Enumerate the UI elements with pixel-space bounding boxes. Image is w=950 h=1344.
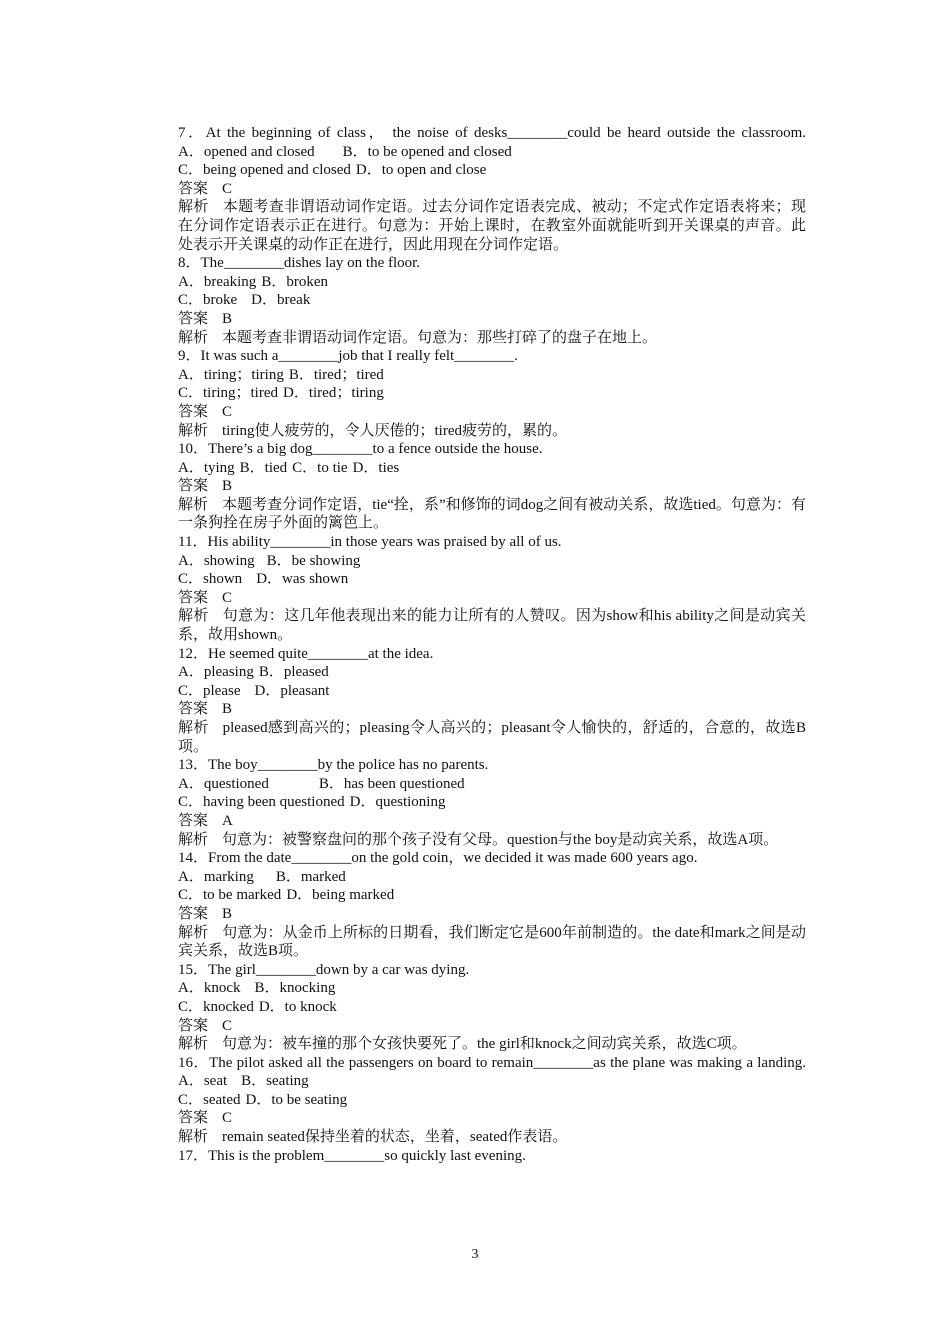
answer-label: 答案 bbox=[178, 812, 209, 829]
question-stem: 7．At the beginning of class， the noise of desks________could be heard outside the classroom. bbox=[178, 125, 806, 141]
answer-label: 答案 bbox=[178, 1017, 209, 1034]
analysis-label: 解析 bbox=[178, 329, 209, 346]
options-row bbox=[144, 868, 806, 887]
option: D．pleasant bbox=[254, 682, 330, 699]
analysis-label: 解析 bbox=[178, 422, 209, 439]
options-row bbox=[144, 775, 806, 794]
option: A．questioned bbox=[178, 775, 269, 792]
answer-label: 答案 bbox=[178, 403, 209, 420]
option: D．ties bbox=[352, 459, 400, 476]
option: B．knocking bbox=[254, 980, 336, 997]
analysis-line bbox=[144, 422, 806, 441]
question-8 bbox=[144, 254, 806, 347]
answer-value: A bbox=[222, 812, 233, 829]
analysis-label: 解析 bbox=[178, 1129, 209, 1146]
question-stem: 13．The boy________by the police has no parents. bbox=[178, 757, 489, 774]
analysis-line bbox=[144, 496, 806, 533]
options-row bbox=[144, 366, 806, 385]
answer-line bbox=[144, 310, 806, 329]
question-stem: 9．It was such a________job that I really felt________. bbox=[178, 348, 518, 365]
analysis-label: 解析 bbox=[178, 831, 209, 848]
answer-line bbox=[144, 1109, 806, 1128]
analysis-label: 解析 bbox=[178, 1036, 209, 1053]
options-row bbox=[144, 273, 806, 292]
question-10 bbox=[144, 440, 806, 533]
option: D．to knock bbox=[258, 998, 337, 1015]
answer-label: 答案 bbox=[178, 905, 209, 922]
analysis-line bbox=[144, 329, 806, 348]
option: D．was shown bbox=[256, 571, 349, 588]
option: C．shown bbox=[178, 571, 243, 588]
question-13 bbox=[144, 756, 806, 849]
answer-line bbox=[144, 180, 806, 199]
option: D．break bbox=[251, 292, 311, 309]
question-stem: 8．The________dishes lay on the floor. bbox=[178, 255, 421, 272]
question-15 bbox=[144, 961, 806, 1054]
answer-label: 答案 bbox=[178, 701, 209, 718]
options-row bbox=[144, 886, 806, 905]
option: B．seating bbox=[241, 1073, 309, 1090]
analysis-text: 句意为：被警察盘问的那个孩子没有父母。question与the boy是动宾关系，故选A项。 bbox=[222, 831, 779, 848]
answer-line bbox=[144, 905, 806, 924]
answer-line bbox=[144, 1017, 806, 1036]
answer-label: 答案 bbox=[178, 180, 209, 197]
question-7 bbox=[144, 124, 806, 254]
question-stem: 12．He seemed quite________at the idea. bbox=[178, 645, 434, 662]
analysis-line bbox=[144, 1035, 806, 1054]
options-row bbox=[144, 793, 806, 812]
option: A．showing bbox=[178, 552, 255, 569]
option: C．being opened and closed bbox=[178, 162, 351, 179]
option: A．tiring；tiring bbox=[178, 366, 284, 383]
document-body bbox=[144, 124, 806, 1165]
option: C．to tie bbox=[292, 459, 348, 476]
answer-label: 答案 bbox=[178, 589, 209, 606]
question-stem: 11．His ability________in those years was praised by all of us. bbox=[178, 534, 562, 551]
answer-value: B bbox=[222, 701, 233, 718]
option: A．pleasing bbox=[178, 664, 254, 681]
analysis-text: pleased感到高兴的；pleasing令人高兴的；pleasant令人愉快的，舒适的，合意的，故选B项。 bbox=[178, 720, 806, 755]
question-17 bbox=[144, 1147, 806, 1166]
option: B．broken bbox=[261, 273, 328, 290]
analysis-label: 解析 bbox=[178, 608, 209, 625]
option: C．knocked bbox=[178, 998, 254, 1015]
analysis-text: remain seated保持坐着的状态，坐着，seated作表语。 bbox=[222, 1129, 568, 1146]
answer-line bbox=[144, 589, 806, 608]
option: D．to be seating bbox=[245, 1091, 348, 1108]
question-14 bbox=[144, 849, 806, 961]
option: A．tying bbox=[178, 459, 235, 476]
option: A．opened and closed bbox=[178, 143, 315, 160]
page-number: 3 bbox=[471, 1247, 479, 1262]
question-12 bbox=[144, 645, 806, 757]
option: A．seat bbox=[178, 1073, 228, 1090]
options-row bbox=[144, 459, 806, 478]
analysis-text: 本题考查分词作定语，tie“拴，系”和修饰的词dog之间有被动关系，故选tied。句意为：有一条狗拴在房子外面的篱笆上。 bbox=[178, 496, 806, 532]
answer-line bbox=[144, 403, 806, 422]
answer-value: B bbox=[222, 310, 233, 327]
answer-value: B bbox=[222, 478, 233, 495]
answer-line bbox=[144, 812, 806, 831]
answer-label: 答案 bbox=[178, 310, 209, 327]
option: C．broke bbox=[178, 292, 238, 309]
option: C．having been questioned bbox=[178, 794, 345, 811]
answer-label: 答案 bbox=[178, 478, 209, 495]
answer-value: C bbox=[222, 180, 233, 197]
question-stem: 16．The pilot asked all the passengers on board to remain________as the plane was making a landing. bbox=[178, 1054, 806, 1071]
analysis-line bbox=[144, 924, 806, 961]
answer-line bbox=[144, 700, 806, 719]
option: A．breaking bbox=[178, 273, 257, 290]
question-16 bbox=[144, 1054, 806, 1147]
answer-value: C bbox=[222, 1110, 233, 1127]
analysis-line bbox=[144, 719, 806, 756]
analysis-text: tiring使人疲劳的，令人厌倦的；tired疲劳的，累的。 bbox=[222, 422, 568, 439]
answer-value: C bbox=[222, 403, 233, 420]
analysis-text: 句意为：从金币上所标的日期看，我们断定它是600年前制造的。the date和mark之间是动宾关系，故选B项。 bbox=[178, 924, 806, 960]
analysis-text: 句意为：被车撞的那个女孩快要死了。the girl和knock之间动宾关系，故选C项。 bbox=[222, 1036, 747, 1053]
analysis-line bbox=[144, 831, 806, 850]
question-stem: 14．From the date________on the gold coin，we decided it was made 600 years ago. bbox=[178, 850, 698, 867]
answer-value: B bbox=[222, 905, 233, 922]
options-row bbox=[144, 1072, 806, 1091]
option: B．be showing bbox=[266, 552, 361, 569]
options-row bbox=[144, 979, 806, 998]
analysis-text: 本题考查非谓语动词作定语。过去分词作定语表完成、被动；不定式作定语表将来；现在分词作定语表示正在进行。句意为：开始上课时，在教室外面就能听到开关课桌的声音。此处表示开关课桌的动作正在进行，因此用现在分词作定语。 bbox=[178, 199, 806, 253]
analysis-line bbox=[144, 1128, 806, 1147]
question-11 bbox=[144, 533, 806, 645]
options-row bbox=[144, 161, 806, 180]
option: D．questioning bbox=[349, 794, 446, 811]
analysis-text: 本题考查非谓语动词作定语。句意为：那些打碎了的盘子在地上。 bbox=[222, 329, 658, 346]
question-stem: 10．There’s a big dog________to a fence outside the house. bbox=[178, 441, 543, 458]
option: D．to open and close bbox=[355, 162, 487, 179]
option: B．to be opened and closed bbox=[342, 143, 512, 160]
option: D．tired；tiring bbox=[283, 385, 384, 402]
answer-value: C bbox=[222, 589, 233, 606]
options-row bbox=[144, 998, 806, 1017]
question-9 bbox=[144, 347, 806, 440]
options-row bbox=[144, 663, 806, 682]
options-row bbox=[144, 1091, 806, 1110]
option: C．please bbox=[178, 682, 241, 699]
option: A．knock bbox=[178, 980, 241, 997]
options-row bbox=[144, 384, 806, 403]
answer-label: 答案 bbox=[178, 1110, 209, 1127]
option: B．tied bbox=[239, 459, 288, 476]
analysis-label: 解析 bbox=[178, 720, 209, 736]
option: C．tiring；tired bbox=[178, 385, 278, 402]
option: B．pleased bbox=[258, 664, 329, 681]
analysis-text: 句意为：这几年他表现出来的能力让所有的人赞叹。因为show和his ability之间是动宾关系，故用shown。 bbox=[178, 608, 806, 644]
question-stem: 17．This is the problem________so quickly last evening. bbox=[178, 1147, 526, 1164]
option: B．has been questioned bbox=[318, 775, 465, 792]
analysis-line bbox=[144, 198, 806, 254]
option: C．to be marked bbox=[178, 887, 282, 904]
options-row bbox=[144, 570, 806, 589]
answer-line bbox=[144, 477, 806, 496]
options-row bbox=[144, 143, 806, 162]
options-row bbox=[144, 291, 806, 310]
options-row bbox=[144, 552, 806, 571]
answer-value: C bbox=[222, 1017, 233, 1034]
analysis-label: 解析 bbox=[178, 496, 209, 513]
analysis-line bbox=[144, 607, 806, 644]
question-stem: 15．The girl________down by a car was dying. bbox=[178, 961, 470, 978]
option: B．tired；tired bbox=[288, 366, 384, 383]
options-row bbox=[144, 682, 806, 701]
option: C．seated bbox=[178, 1091, 241, 1108]
option: D．being marked bbox=[286, 887, 395, 904]
analysis-label: 解析 bbox=[178, 924, 209, 941]
analysis-label: 解析 bbox=[178, 199, 209, 216]
option: A．marking bbox=[178, 868, 254, 885]
option: B．marked bbox=[275, 868, 346, 885]
